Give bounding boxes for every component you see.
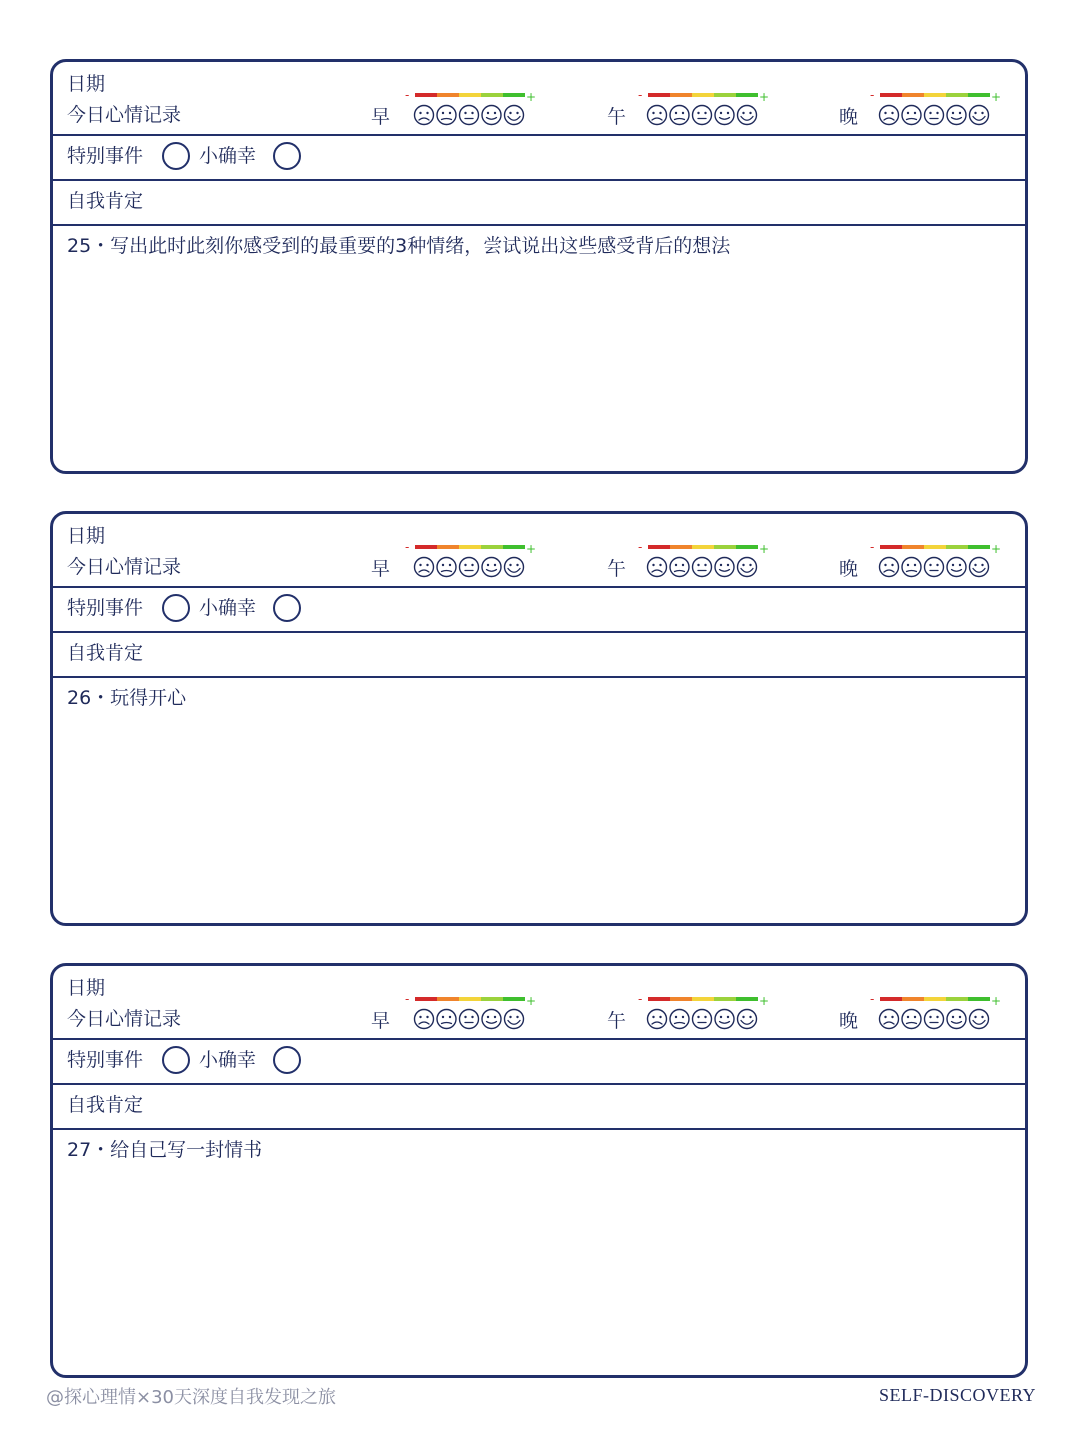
neutral-face-icon[interactable] (693, 106, 712, 125)
happy-face-icon[interactable] (482, 1010, 501, 1029)
mood-gradient-segment (924, 997, 946, 1001)
mood-gradient-segment (459, 545, 481, 549)
scale-minus-icon: - (870, 543, 875, 554)
scale-plus-icon: + (991, 91, 1002, 104)
special-event-label: 特别事件 (67, 145, 144, 167)
date-label: 日期 (67, 525, 106, 547)
noon-label: 午 (607, 558, 627, 580)
morning-label: 早 (371, 1010, 391, 1032)
special-event-checkbox[interactable] (162, 1046, 190, 1074)
very-happy-face-icon[interactable] (738, 1010, 757, 1029)
small-joy-label: 小确幸 (199, 597, 257, 619)
noon-label: 午 (607, 1010, 627, 1032)
mood-gradient-segment (670, 93, 692, 97)
mood-gradient-segment (902, 997, 924, 1001)
event-row (53, 134, 1025, 181)
very-happy-face-icon[interactable] (505, 558, 524, 577)
very-sad-face-icon[interactable] (648, 106, 667, 125)
prompt-text: 26・玩得开心 (67, 687, 187, 709)
very-sad-face-icon[interactable] (415, 1010, 434, 1029)
mood-gradient-segment (648, 545, 670, 549)
neutral-face-icon[interactable] (925, 106, 944, 125)
mood-gradient-segment (880, 93, 902, 97)
mood-gradient-segment (481, 997, 503, 1001)
special-event-checkbox[interactable] (162, 142, 190, 170)
date-label: 日期 (67, 73, 106, 95)
mood-gradient-segment (714, 545, 736, 549)
mood-gradient-segment (459, 93, 481, 97)
sad-face-icon[interactable] (437, 106, 456, 125)
mood-gradient-segment (714, 93, 736, 97)
mood-gradient-segment (946, 545, 968, 549)
mood-gradient-segment (459, 997, 481, 1001)
event-row (53, 586, 1025, 633)
mood-gradient-segment (902, 93, 924, 97)
scale-minus-icon: - (638, 995, 643, 1006)
journal-card-26 (50, 511, 1028, 926)
journal-card-27 (50, 963, 1028, 1378)
very-happy-face-icon[interactable] (970, 558, 989, 577)
scale-plus-icon: + (759, 995, 770, 1008)
mood-gradient-segment (692, 545, 714, 549)
affirmation-label: 自我肯定 (67, 190, 144, 212)
neutral-face-icon[interactable] (460, 558, 479, 577)
morning-label: 早 (371, 558, 391, 580)
mood-gradient-segment (503, 997, 525, 1001)
sad-face-icon[interactable] (902, 1010, 921, 1029)
neutral-face-icon[interactable] (925, 1010, 944, 1029)
mood-gradient-segment (736, 93, 758, 97)
special-event-label: 特别事件 (67, 1049, 144, 1071)
mood-gradient-segment (692, 997, 714, 1001)
mood-gradient-segment (714, 997, 736, 1001)
scale-plus-icon: + (759, 91, 770, 104)
happy-face-icon[interactable] (482, 106, 501, 125)
very-sad-face-icon[interactable] (880, 1010, 899, 1029)
neutral-face-icon[interactable] (925, 558, 944, 577)
scale-plus-icon: + (526, 995, 537, 1008)
journal-card-25 (50, 59, 1028, 474)
scale-plus-icon: + (759, 543, 770, 556)
mood-gradient-segment (415, 997, 437, 1001)
morning-mood-scale[interactable] (405, 995, 537, 1035)
morning-label: 早 (371, 106, 391, 128)
prompt-text: 27・给自己写一封情书 (67, 1139, 263, 1161)
mood-gradient-segment (924, 93, 946, 97)
scale-minus-icon: - (405, 995, 410, 1006)
small-joy-checkbox[interactable] (273, 1046, 301, 1074)
happy-face-icon[interactable] (947, 106, 966, 125)
scale-minus-icon: - (638, 543, 643, 554)
very-happy-face-icon[interactable] (505, 1010, 524, 1029)
very-sad-face-icon[interactable] (648, 1010, 667, 1029)
happy-face-icon[interactable] (947, 558, 966, 577)
footer-credit: @探心理情×30天深度自我发现之旅 (46, 1387, 336, 1408)
mood-gradient-segment (968, 545, 990, 549)
scale-minus-icon: - (638, 91, 643, 102)
scale-minus-icon: - (870, 995, 875, 1006)
sad-face-icon[interactable] (670, 106, 689, 125)
evening-label: 晚 (839, 106, 859, 128)
scale-minus-icon: - (405, 543, 410, 554)
mood-record-label: 今日心情记录 (67, 1008, 182, 1030)
evening-label: 晚 (839, 1010, 859, 1032)
event-row (53, 1038, 1025, 1085)
noon-mood-scale[interactable] (638, 91, 770, 131)
mood-gradient-segment (670, 545, 692, 549)
neutral-face-icon[interactable] (460, 1010, 479, 1029)
happy-face-icon[interactable] (715, 558, 734, 577)
date-label: 日期 (67, 977, 106, 999)
mood-gradient-segment (481, 545, 503, 549)
affirmation-label: 自我肯定 (67, 1094, 144, 1116)
sad-face-icon[interactable] (670, 1010, 689, 1029)
mood-gradient-segment (415, 93, 437, 97)
morning-mood-scale[interactable] (405, 543, 537, 583)
prompt-text: 25・写出此时此刻你感受到的最重要的3种情绪，尝试说出这些感受背后的想法 (67, 235, 731, 257)
happy-face-icon[interactable] (715, 106, 734, 125)
evening-mood-scale[interactable] (870, 995, 1002, 1035)
mood-record-label: 今日心情记录 (67, 556, 182, 578)
very-happy-face-icon[interactable] (505, 106, 524, 125)
mood-gradient-segment (880, 997, 902, 1001)
happy-face-icon[interactable] (947, 1010, 966, 1029)
date-mood-row (53, 514, 1025, 588)
scale-minus-icon: - (870, 91, 875, 102)
noon-mood-scale[interactable] (638, 995, 770, 1035)
neutral-face-icon[interactable] (460, 106, 479, 125)
mood-gradient-segment (880, 545, 902, 549)
neutral-face-icon[interactable] (693, 1010, 712, 1029)
mood-gradient-segment (946, 997, 968, 1001)
very-sad-face-icon[interactable] (880, 558, 899, 577)
scale-plus-icon: + (991, 543, 1002, 556)
footer-brand: SELF-DISCOVERY (878, 1385, 1036, 1405)
mood-gradient-segment (437, 93, 459, 97)
mood-gradient-segment (924, 545, 946, 549)
small-joy-label: 小确幸 (199, 145, 257, 167)
affirmation-row[interactable] (53, 631, 1025, 678)
mood-gradient-segment (946, 93, 968, 97)
very-happy-face-icon[interactable] (970, 1010, 989, 1029)
mood-gradient-segment (968, 93, 990, 97)
mood-gradient-segment (415, 545, 437, 549)
sad-face-icon[interactable] (670, 558, 689, 577)
mood-gradient-segment (503, 93, 525, 97)
mood-gradient-segment (648, 997, 670, 1001)
affirmation-label: 自我肯定 (67, 642, 144, 664)
very-sad-face-icon[interactable] (415, 558, 434, 577)
scale-minus-icon: - (405, 91, 410, 102)
very-happy-face-icon[interactable] (970, 106, 989, 125)
mood-gradient-segment (437, 545, 459, 549)
very-happy-face-icon[interactable] (738, 106, 757, 125)
small-joy-label: 小确幸 (199, 1049, 257, 1071)
mood-gradient-segment (503, 545, 525, 549)
sad-face-icon[interactable] (437, 558, 456, 577)
mood-record-label: 今日心情记录 (67, 104, 182, 126)
very-sad-face-icon[interactable] (648, 558, 667, 577)
sad-face-icon[interactable] (437, 1010, 456, 1029)
mood-gradient-segment (481, 93, 503, 97)
mood-gradient-segment (902, 545, 924, 549)
noon-mood-scale[interactable] (638, 543, 770, 583)
small-joy-checkbox[interactable] (273, 142, 301, 170)
mood-gradient-segment (736, 545, 758, 549)
mood-gradient-segment (736, 997, 758, 1001)
happy-face-icon[interactable] (482, 558, 501, 577)
very-sad-face-icon[interactable] (415, 106, 434, 125)
sad-face-icon[interactable] (902, 106, 921, 125)
evening-label: 晚 (839, 558, 859, 580)
scale-plus-icon: + (991, 995, 1002, 1008)
date-mood-row (53, 966, 1025, 1040)
small-joy-checkbox[interactable] (273, 594, 301, 622)
morning-mood-scale[interactable] (405, 91, 537, 131)
very-sad-face-icon[interactable] (880, 106, 899, 125)
mood-gradient-segment (968, 997, 990, 1001)
special-event-label: 特别事件 (67, 597, 144, 619)
noon-label: 午 (607, 106, 627, 128)
special-event-checkbox[interactable] (162, 594, 190, 622)
happy-face-icon[interactable] (715, 1010, 734, 1029)
scale-plus-icon: + (526, 543, 537, 556)
mood-gradient-segment (437, 997, 459, 1001)
date-mood-row (53, 62, 1025, 136)
evening-mood-scale[interactable] (870, 91, 1002, 131)
mood-gradient-segment (648, 93, 670, 97)
affirmation-row[interactable] (53, 179, 1025, 226)
scale-plus-icon: + (526, 91, 537, 104)
mood-gradient-segment (692, 93, 714, 97)
affirmation-row[interactable] (53, 1083, 1025, 1130)
neutral-face-icon[interactable] (693, 558, 712, 577)
very-happy-face-icon[interactable] (738, 558, 757, 577)
sad-face-icon[interactable] (902, 558, 921, 577)
evening-mood-scale[interactable] (870, 543, 1002, 583)
mood-gradient-segment (670, 997, 692, 1001)
